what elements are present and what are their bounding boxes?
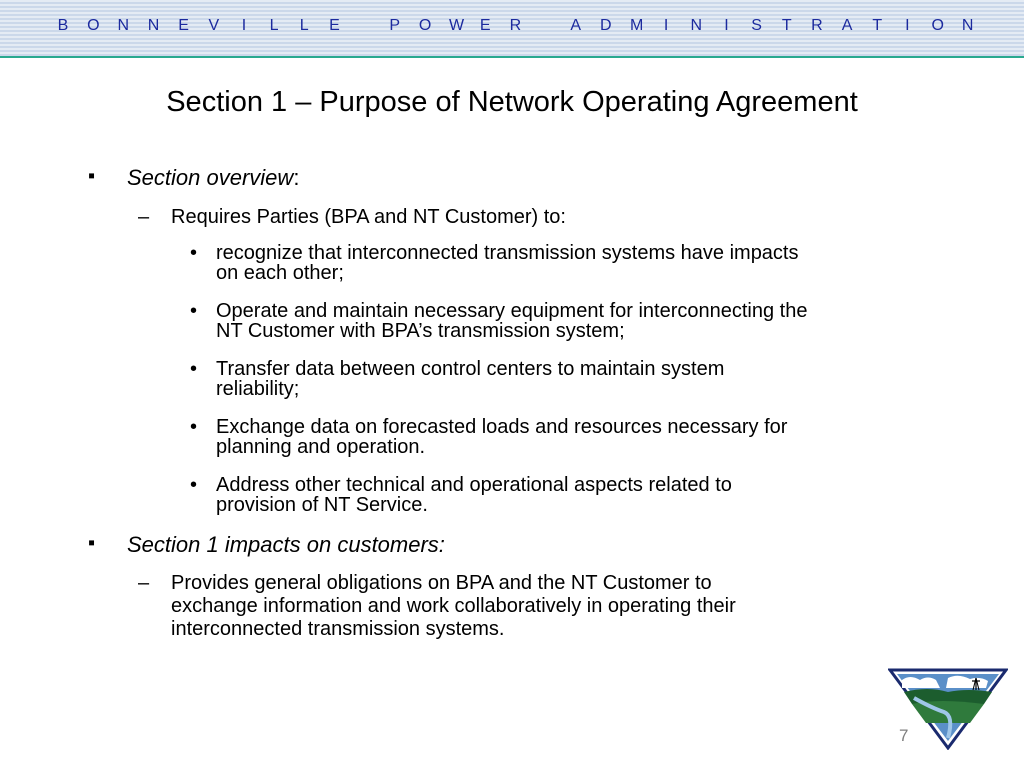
section-impacts-heading: Section 1 impacts on customers: — [127, 532, 445, 557]
dot-bullet-marker: • — [190, 300, 198, 322]
header-letter: L — [269, 17, 279, 34]
header-letter: S — [751, 17, 762, 34]
header-letter: N — [961, 17, 974, 34]
impacts-text-line: interconnected transmission systems. — [171, 618, 505, 640]
header-letter: V — [208, 17, 220, 34]
impacts-text-line: Provides general obligations on BPA and the NT Customer to — [171, 572, 712, 594]
header-letter: E — [329, 17, 340, 34]
bullet-line: planning and operation. — [216, 436, 426, 458]
header-letter: O — [931, 17, 944, 34]
impacts-text-line: exchange information and work collaboratively in operating their — [171, 595, 736, 617]
header-letter: T — [872, 17, 883, 34]
header-letter: I — [724, 17, 729, 34]
page-number: 7 — [899, 726, 909, 745]
bullet-line: NT Customer with BPA’s transmission system; — [216, 320, 625, 342]
header-letter: I — [905, 17, 910, 34]
square-bullet-marker: ▪ — [88, 165, 96, 187]
dot-bullet-marker: • — [190, 474, 198, 496]
dot-bullet-marker: • — [190, 416, 198, 438]
header-letter: P — [389, 17, 401, 34]
header-letter: A — [570, 17, 581, 34]
requires-parties-text: Requires Parties (BPA and NT Customer) to: — [171, 206, 566, 228]
header-letter: L — [299, 17, 309, 34]
bullet-line: recognize that interconnected transmission systems have impacts — [216, 242, 799, 264]
dot-bullet-marker: • — [190, 242, 198, 264]
bullet-line: Address other technical and operational aspects related to — [216, 474, 732, 496]
header-letter: O — [87, 17, 100, 34]
bpa-logo-icon — [888, 668, 1008, 750]
dot-bullet-marker: • — [190, 358, 198, 380]
header-letter: N — [690, 17, 703, 34]
header-letter: R — [509, 17, 522, 34]
bullet-line: Operate and maintain necessary equipment for interconnecting the — [216, 300, 808, 322]
header-letter: N — [147, 17, 160, 34]
header-letter: R — [811, 17, 823, 34]
header-letter: O — [418, 17, 432, 34]
bullet-line: Transfer data between control centers to maintain system — [216, 358, 725, 380]
bullet-line: Exchange data on forecasted loads and resources necessary for — [216, 416, 788, 438]
header-letter: I — [241, 17, 247, 34]
header-letter: E — [178, 17, 189, 34]
header-letter: T — [781, 17, 792, 34]
header-letter: M — [629, 17, 644, 34]
bullet-line: on each other; — [216, 262, 344, 284]
header-letter: N — [117, 17, 130, 34]
header-letter: B — [57, 17, 69, 34]
dash-bullet-marker: – — [138, 206, 150, 228]
header-letter: I — [663, 17, 669, 34]
dash-bullet-marker: – — [138, 572, 150, 594]
header-letter: E — [479, 17, 491, 34]
header-letter: W — [449, 17, 465, 34]
section-overview-label: Section overview — [127, 165, 294, 190]
header-letter: A — [841, 17, 853, 34]
square-bullet-marker: ▪ — [88, 532, 96, 554]
section-overview-heading — [127, 167, 299, 188]
slide-title: Section 1 – Purpose of Network Operating Agreement — [166, 86, 858, 118]
bullet-line: reliability; — [216, 378, 300, 400]
header-letter: D — [600, 17, 612, 34]
section-overview-colon: : — [293, 165, 300, 190]
bullet-line: provision of NT Service. — [216, 494, 428, 516]
